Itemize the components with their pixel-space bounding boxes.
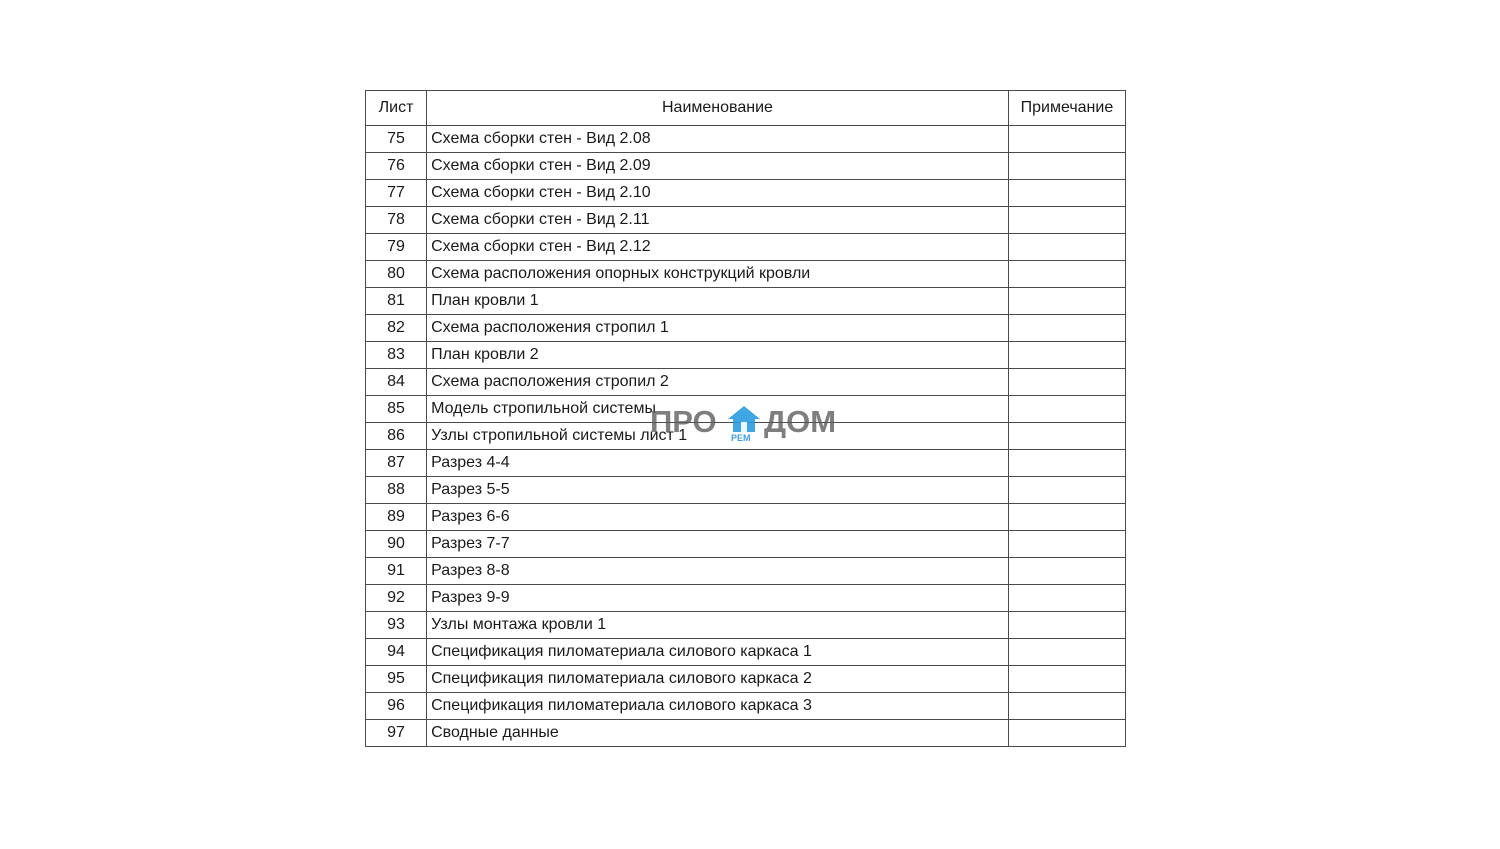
- sheet-name-cell: Схема сборки стен - Вид 2.10: [427, 180, 1009, 207]
- sheet-name-cell: Спецификация пиломатериала силового каркаса 1: [427, 639, 1009, 666]
- sheet-number-cell: 81: [366, 288, 427, 315]
- sheet-name-cell: Схема сборки стен - Вид 2.09: [427, 153, 1009, 180]
- sheet-note-cell: [1008, 639, 1125, 666]
- sheet-name-cell: Схема расположения опорных конструкций кровли: [427, 261, 1009, 288]
- sheet-name-cell: Разрез 8-8: [427, 558, 1009, 585]
- sheet-name-cell: Узлы стропильной системы лист 1: [427, 423, 1009, 450]
- table-row: [366, 369, 1126, 396]
- sheet-note-cell: [1008, 423, 1125, 450]
- table-row: [366, 666, 1126, 693]
- sheet-note-cell: [1008, 126, 1125, 153]
- sheet-note-cell: [1008, 477, 1125, 504]
- sheet-number-cell: 97: [366, 720, 427, 747]
- drawing-list-table: [365, 90, 1126, 747]
- table-row: [366, 423, 1126, 450]
- sheet-number-cell: 85: [366, 396, 427, 423]
- sheet-note-cell: [1008, 234, 1125, 261]
- watermark-left-text: ПРО: [650, 404, 717, 439]
- sheet-number-cell: 91: [366, 558, 427, 585]
- sheet-name-cell: Схема расположения стропил 2: [427, 369, 1009, 396]
- sheet-note-cell: [1008, 693, 1125, 720]
- sheet-number-cell: 86: [366, 423, 427, 450]
- sheet-note-cell: [1008, 396, 1125, 423]
- sheet-number-cell: 76: [366, 153, 427, 180]
- sheet-note-cell: [1008, 261, 1125, 288]
- sheet-name-cell: Разрез 5-5: [427, 477, 1009, 504]
- sheet-name-cell: Разрез 9-9: [427, 585, 1009, 612]
- header-note: Примечание: [1008, 91, 1125, 126]
- sheet-number-cell: 87: [366, 450, 427, 477]
- table-row: [366, 585, 1126, 612]
- sheet-number-cell: 75: [366, 126, 427, 153]
- table-row: [366, 693, 1126, 720]
- sheet-number-cell: 77: [366, 180, 427, 207]
- sheet-number-cell: 80: [366, 261, 427, 288]
- table-row: [366, 612, 1126, 639]
- sheet-name-cell: План кровли 1: [427, 288, 1009, 315]
- table-row: [366, 342, 1126, 369]
- header-sheet: Лист: [366, 91, 427, 126]
- sheet-name-cell: Схема расположения стропил 1: [427, 315, 1009, 342]
- sheet-name-cell: Спецификация пиломатериала силового каркаса 2: [427, 666, 1009, 693]
- sheet-name-cell: Разрез 7-7: [427, 531, 1009, 558]
- sheet-name-cell: Узлы монтажа кровли 1: [427, 612, 1009, 639]
- sheet-number-cell: 79: [366, 234, 427, 261]
- sheet-note-cell: [1008, 369, 1125, 396]
- sheet-name-cell: Спецификация пиломатериала силового каркаса 3: [427, 693, 1009, 720]
- sheet-name-cell: План кровли 2: [427, 342, 1009, 369]
- table-row: [366, 720, 1126, 747]
- sheet-number-cell: 94: [366, 639, 427, 666]
- sheet-note-cell: [1008, 504, 1125, 531]
- table-header-row: [366, 91, 1126, 126]
- sheet-name-cell: Схема сборки стен - Вид 2.11: [427, 207, 1009, 234]
- sheet-name-cell: Схема сборки стен - Вид 2.12: [427, 234, 1009, 261]
- sheet-name-cell: Разрез 4-4: [427, 450, 1009, 477]
- sheet-number-cell: 84: [366, 369, 427, 396]
- sheet-note-cell: [1008, 153, 1125, 180]
- sheet-name-cell: Модель стропильной системы: [427, 396, 1009, 423]
- sheet-number-cell: 92: [366, 585, 427, 612]
- sheet-number-cell: 83: [366, 342, 427, 369]
- table-body: [366, 126, 1126, 747]
- sheet-note-cell: [1008, 720, 1125, 747]
- table-row: [366, 234, 1126, 261]
- sheet-note-cell: [1008, 315, 1125, 342]
- table-row: [366, 126, 1126, 153]
- sheet-number-cell: 96: [366, 693, 427, 720]
- sheet-name-cell: Схема сборки стен - Вид 2.08: [427, 126, 1009, 153]
- table-row: [366, 288, 1126, 315]
- sheet-number-cell: 82: [366, 315, 427, 342]
- table-row: [366, 261, 1126, 288]
- sheet-note-cell: [1008, 180, 1125, 207]
- table-row: [366, 639, 1126, 666]
- table-row: [366, 477, 1126, 504]
- table-row: [366, 450, 1126, 477]
- sheet-note-cell: [1008, 558, 1125, 585]
- table-row: [366, 396, 1126, 423]
- table-row: [366, 558, 1126, 585]
- sheet-note-cell: [1008, 612, 1125, 639]
- sheet-number-cell: 89: [366, 504, 427, 531]
- watermark-right-text: ДОМ: [764, 404, 837, 439]
- sheet-number-cell: 90: [366, 531, 427, 558]
- table-row: [366, 531, 1126, 558]
- watermark-sub-text: РЕМ: [731, 433, 751, 443]
- sheet-name-cell: Разрез 6-6: [427, 504, 1009, 531]
- sheet-number-cell: 78: [366, 207, 427, 234]
- sheet-number-cell: 95: [366, 666, 427, 693]
- table-row: [366, 207, 1126, 234]
- sheet-number-cell: 93: [366, 612, 427, 639]
- sheet-note-cell: [1008, 288, 1125, 315]
- sheet-number-cell: 88: [366, 477, 427, 504]
- table-row: [366, 153, 1126, 180]
- sheet-note-cell: [1008, 585, 1125, 612]
- table-row: [366, 180, 1126, 207]
- sheet-note-cell: [1008, 666, 1125, 693]
- sheet-note-cell: [1008, 207, 1125, 234]
- table-row: [366, 504, 1126, 531]
- sheet-name-cell: Сводные данные: [427, 720, 1009, 747]
- sheet-note-cell: [1008, 450, 1125, 477]
- header-name: Наименование: [427, 91, 1009, 126]
- sheet-note-cell: [1008, 531, 1125, 558]
- table-row: [366, 315, 1126, 342]
- sheet-note-cell: [1008, 342, 1125, 369]
